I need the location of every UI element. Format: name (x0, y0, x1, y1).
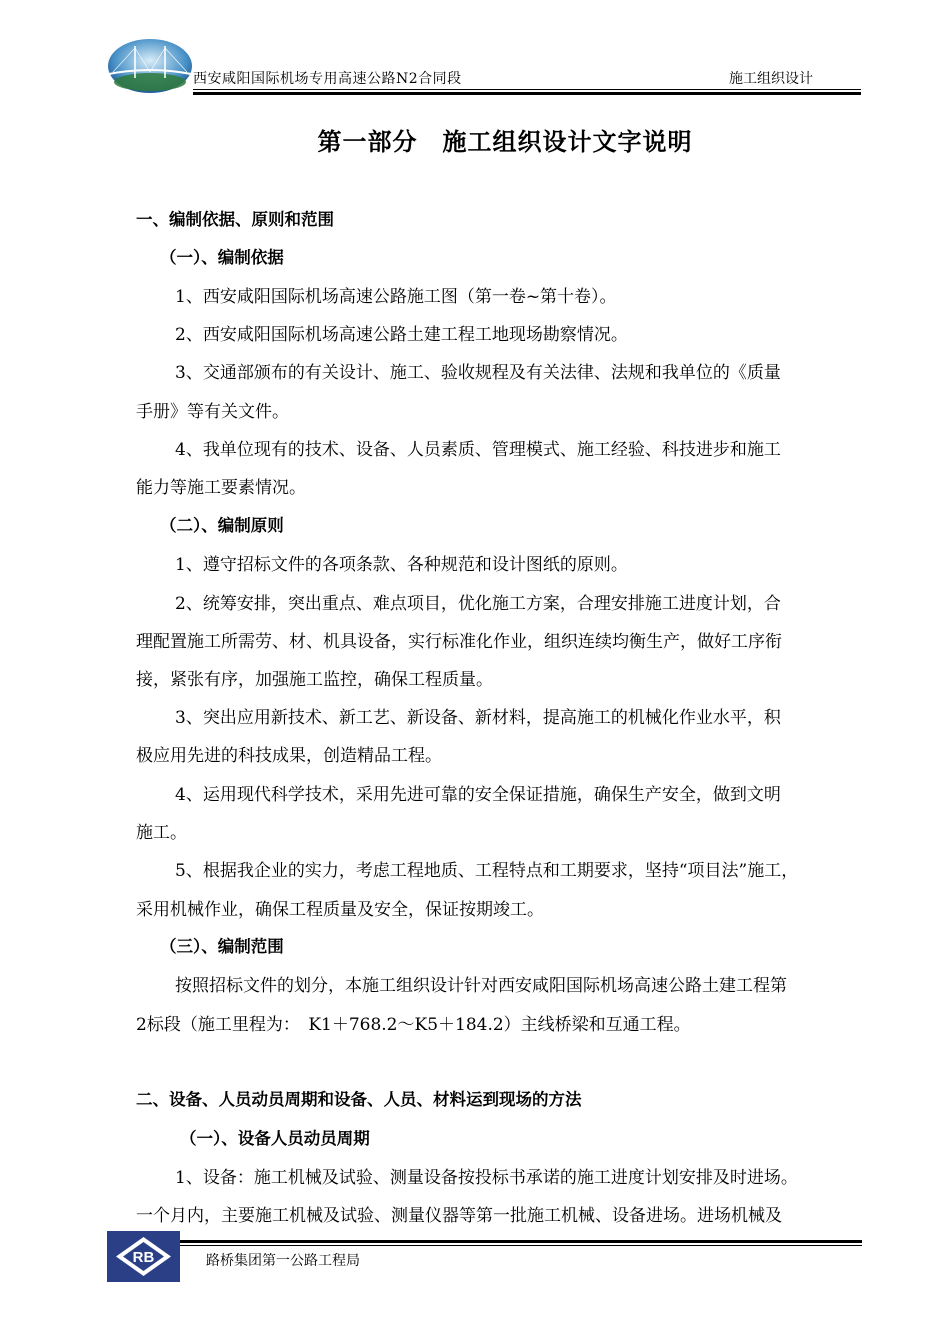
paragraph-line: 采用机械作业，确保工程质量及安全，保证按期竣工。 (136, 900, 544, 920)
paragraph-line: 2、西安咸阳国际机场高速公路土建工程工地现场勘察情况。 (175, 325, 628, 345)
paragraph-line: 手册》等有关文件。 (136, 402, 289, 422)
paragraph-line: 1、西安咸阳国际机场高速公路施工图（第一卷~第十卷）。 (175, 287, 617, 307)
footer-logo-text: RB (132, 1249, 155, 1266)
paragraph-line: 能力等施工要素情况。 (136, 478, 306, 498)
footer-divider-thick (180, 1240, 862, 1243)
subsection-heading: （三）、编制范围 (160, 937, 284, 956)
paragraph-line: 3、交通部颁布的有关设计、施工、验收规程及有关法律、法规和我单位的《质量 (175, 363, 781, 383)
paragraph-line: 4、运用现代科学技术，采用先进可靠的安全保证措施，确保生产安全，做到文明 (175, 785, 781, 805)
paragraph-line: 4、我单位现有的技术、设备、人员素质、管理模式、施工经验、科技进步和施工 (175, 440, 781, 460)
subsection-heading: （一）、设备人员动员周期 (180, 1129, 370, 1148)
paragraph-line: 3、突出应用新技术、新工艺、新设备、新材料，提高施工的机械化作业水平，积 (175, 708, 781, 728)
section-heading-2: 二、设备、人员动员周期和设备、人员、材料运到现场的方法 (136, 1090, 582, 1109)
header-divider (193, 89, 861, 90)
paragraph-line: 1、设备：施工机械及试验、测量设备按投标书承诺的施工进度计划安排及时进场。 (175, 1168, 798, 1188)
section-heading-1: 一、编制依据、原则和范围 (136, 210, 334, 229)
footer-logo (107, 1231, 180, 1282)
header-doc-type: 施工组织设计 (729, 71, 813, 87)
paragraph-line: 1、遵守招标文件的各项条款、各种规范和设计图纸的原则。 (175, 555, 628, 575)
header-divider-thick (193, 92, 861, 95)
paragraph-line: 5、根据我企业的实力，考虑工程地质、工程特点和工期要求，坚持“项目法”施工， (175, 861, 799, 881)
paragraph-line: 施工。 (136, 823, 187, 843)
paragraph-line: 接，紧张有序，加强施工监控，确保工程质量。 (136, 670, 493, 690)
paragraph-line: 一个月内，主要施工机械及试验、测量仪器等第一批施工机械、设备进场。进场机械及 (136, 1206, 782, 1226)
footer-divider (180, 1245, 862, 1246)
header-project-name: 西安咸阳国际机场专用高速公路N2合同段 (193, 71, 462, 87)
paragraph-line: 2标段（施工里程为： K1＋768.2～K5＋184.2）主线桥梁和互通工程。 (136, 1015, 691, 1035)
page-title: 第一部分 施工组织设计文字说明 (317, 128, 693, 156)
subsection-heading: （二）、编制原则 (160, 516, 284, 535)
paragraph-line: 理配置施工所需劳、材、机具设备，实行标准化作业，组织连续均衡生产，做好工序衔 (136, 632, 782, 652)
paragraph-line: 极应用先进的科技成果，创造精品工程。 (136, 746, 442, 766)
subsection-heading: （一）、编制依据 (160, 248, 284, 267)
company-logo (107, 38, 193, 94)
footer-company-name: 路桥集团第一公路工程局 (206, 1253, 360, 1269)
paragraph-line: 2、统筹安排，突出重点、难点项目，优化施工方案，合理安排施工进度计划，合 (175, 594, 781, 614)
paragraph-line: 按照招标文件的划分，本施工组织设计针对西安咸阳国际机场高速公路土建工程第 (175, 976, 787, 996)
